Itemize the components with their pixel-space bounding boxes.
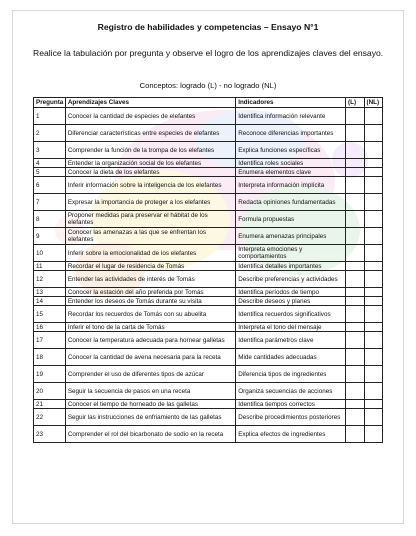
instructions-text: Realice la tabulación por pregunta y observe el logro de los aprendizajes claves del ensayo.: [33, 48, 384, 58]
learning-cell: Inferir sobre la emocionalidad de los elefantes: [65, 245, 235, 262]
question-number-cell: 21: [34, 400, 66, 409]
no-logrado-cell[interactable]: [364, 245, 383, 262]
learning-cell: Comprender el uso de diferentes tipos de azúcar: [65, 366, 235, 383]
table-row: [34, 306, 383, 323]
indicator-cell: Interpreta el tono del mensaje: [236, 323, 346, 332]
indicator-cell: Identifica detalles importantes: [236, 262, 346, 271]
logrado-cell[interactable]: [346, 409, 364, 426]
table-row: [34, 409, 383, 426]
table-row: [34, 194, 383, 211]
no-logrado-cell[interactable]: [364, 349, 383, 366]
table-row: [34, 297, 383, 306]
indicator-cell: Describe deseos y planes: [236, 297, 346, 306]
header-no-logrado: (NL): [364, 98, 383, 108]
logrado-cell[interactable]: [346, 159, 364, 168]
table-row: [34, 323, 383, 332]
logrado-cell[interactable]: [346, 332, 364, 349]
table-row: [34, 159, 383, 168]
table-row: [34, 383, 383, 400]
table-row: [34, 288, 383, 297]
logrado-cell[interactable]: [346, 228, 364, 245]
indicator-cell: Explica efectos de ingredientes: [236, 426, 346, 443]
table-header-row: [34, 98, 383, 108]
no-logrado-cell[interactable]: [364, 426, 383, 443]
no-logrado-cell[interactable]: [364, 288, 383, 297]
learning-cell: Conocer la estación del año preferida por Tomás: [65, 288, 235, 297]
no-logrado-cell[interactable]: [364, 262, 383, 271]
logrado-cell[interactable]: [346, 426, 364, 443]
no-logrado-cell[interactable]: [364, 142, 383, 159]
indicator-cell: Identifica roles sociales: [236, 159, 346, 168]
no-logrado-cell[interactable]: [364, 409, 383, 426]
table-row: [34, 349, 383, 366]
no-logrado-cell[interactable]: [364, 271, 383, 288]
table-row: [34, 332, 383, 349]
logrado-cell[interactable]: [346, 262, 364, 271]
no-logrado-cell[interactable]: [364, 297, 383, 306]
learning-cell: Seguir la secuencia de pasos en una receta: [65, 383, 235, 400]
question-number-cell: 1: [34, 108, 66, 125]
table-row: [34, 142, 383, 159]
table-row: [34, 125, 383, 142]
question-number-cell: 7: [34, 194, 66, 211]
learning-cell: Comprender la función de la trompa de los elefantes: [65, 142, 235, 159]
learning-cell: Conocer la temperatura adecuada para hornear galletas: [65, 332, 235, 349]
indicator-cell: Mide cantidades adecuadas: [236, 349, 346, 366]
learning-cell: Conocer las amenazas a las que se enfrentan los elefantes: [65, 228, 235, 245]
logrado-cell[interactable]: [346, 125, 364, 142]
logrado-cell[interactable]: [346, 271, 364, 288]
learning-cell: Seguir las instrucciones de enfriamiento de las galletas: [65, 409, 235, 426]
indicator-cell: Interpreta emociones y comportamientos: [236, 245, 346, 262]
indicator-cell: Identifica períodos de tiempo: [236, 288, 346, 297]
question-number-cell: 9: [34, 228, 66, 245]
question-number-cell: 15: [34, 306, 66, 323]
learning-cell: Entender la organización social de los elefantes: [65, 159, 235, 168]
question-number-cell: 8: [34, 211, 66, 228]
indicator-cell: Describe preferencias y actividades: [236, 271, 346, 288]
logrado-cell[interactable]: [346, 349, 364, 366]
logrado-cell[interactable]: [346, 142, 364, 159]
table-row: [34, 168, 383, 177]
indicator-cell: Explica funciones específicas: [236, 142, 346, 159]
indicator-cell: Redacta opiniones fundamentadas: [236, 194, 346, 211]
logrado-cell[interactable]: [346, 211, 364, 228]
learning-cell: Diferenciar características entre especies de elefantes: [65, 125, 235, 142]
no-logrado-cell[interactable]: [364, 108, 383, 125]
question-number-cell: 22: [34, 409, 66, 426]
learning-cell: Proponer medidas para preservar el hábitat de los elefantes: [65, 211, 235, 228]
table-row: [34, 228, 383, 245]
logrado-cell[interactable]: [346, 194, 364, 211]
question-number-cell: 18: [34, 349, 66, 366]
indicator-cell: Enumera elementos clave: [236, 168, 346, 177]
question-number-cell: 19: [34, 366, 66, 383]
no-logrado-cell[interactable]: [364, 383, 383, 400]
no-logrado-cell[interactable]: [364, 168, 383, 177]
logrado-cell[interactable]: [346, 245, 364, 262]
question-number-cell: 12: [34, 271, 66, 288]
indicator-cell: Organiza secuencias de acciones: [236, 383, 346, 400]
table-body: [34, 108, 383, 443]
learning-cell: Expresar la importancia de proteger a los elefantes: [65, 194, 235, 211]
header-logrado: (L): [346, 98, 364, 108]
indicator-cell: Reconoce diferencias importantes: [236, 125, 346, 142]
table-row: [34, 211, 383, 228]
question-number-cell: 17: [34, 332, 66, 349]
logrado-cell[interactable]: [346, 168, 364, 177]
question-number-cell: 11: [34, 262, 66, 271]
question-number-cell: 14: [34, 297, 66, 306]
indicator-cell: Enumera amenazas principales: [236, 228, 346, 245]
question-number-cell: 20: [34, 383, 66, 400]
no-logrado-cell[interactable]: [364, 177, 383, 194]
question-number-cell: 6: [34, 177, 66, 194]
question-number-cell: 3: [34, 142, 66, 159]
table-row: [34, 366, 383, 383]
learning-cell: Recordar el lugar de residencia de Tomás: [65, 262, 235, 271]
question-number-cell: 4: [34, 159, 66, 168]
header-aprendizajes: Aprendizajes Claves: [65, 98, 235, 108]
learning-cell: Conocer la cantidad de especies de elefantes: [65, 108, 235, 125]
question-number-cell: 10: [34, 245, 66, 262]
learning-cell: Comprender el rol del bicarbonato de sodio en la receta: [65, 426, 235, 443]
logrado-cell[interactable]: [346, 297, 364, 306]
learning-cell: Recordar los recuerdos de Tomás con su abuelita: [65, 306, 235, 323]
indicator-cell: Identifica información relevante: [236, 108, 346, 125]
logrado-cell[interactable]: [346, 288, 364, 297]
table-row: [34, 245, 383, 262]
header-indicadores: Indicadores: [236, 98, 346, 108]
learning-cell: Entender los deseos de Tomás durante su visita: [65, 297, 235, 306]
concepts-legend: Conceptos: logrado (L) - no logrado (NL): [139, 81, 277, 90]
no-logrado-cell[interactable]: [364, 228, 383, 245]
no-logrado-cell[interactable]: [364, 159, 383, 168]
learning-cell: Inferir información sobre la inteligencia de los elefantes: [65, 177, 235, 194]
no-logrado-cell[interactable]: [364, 323, 383, 332]
table-row: [34, 262, 383, 271]
header-pregunta: Pregunta: [34, 98, 66, 108]
learning-cell: Conocer el tiempo de horneado de las galletas: [65, 400, 235, 409]
learning-cell: Conocer la dieta de los elefantes: [65, 168, 235, 177]
learning-cell: Conocer la cantidad de avena necesaria para la receta: [65, 349, 235, 366]
learning-cell: Entender las actividades de interés de Tomás: [65, 271, 235, 288]
logrado-cell[interactable]: [346, 306, 364, 323]
logrado-cell[interactable]: [346, 400, 364, 409]
question-number-cell: 23: [34, 426, 66, 443]
no-logrado-cell[interactable]: [364, 366, 383, 383]
logrado-cell[interactable]: [346, 383, 364, 400]
question-number-cell: 16: [34, 323, 66, 332]
logrado-cell[interactable]: [346, 177, 364, 194]
indicator-cell: Interpreta información implícita: [236, 177, 346, 194]
document-title: Registro de habilidades y competencias – Ensayo N°1: [97, 22, 319, 32]
table-row: [34, 177, 383, 194]
no-logrado-cell[interactable]: [364, 194, 383, 211]
table-row: [34, 271, 383, 288]
indicator-cell: Identifica parámetros clave: [236, 332, 346, 349]
no-logrado-cell[interactable]: [364, 400, 383, 409]
no-logrado-cell[interactable]: [364, 306, 383, 323]
table-row: [34, 400, 383, 409]
indicator-cell: Diferencia tipos de ingredientes: [236, 366, 346, 383]
question-number-cell: 13: [34, 288, 66, 297]
no-logrado-cell[interactable]: [364, 332, 383, 349]
table-row: [34, 426, 383, 443]
indicator-cell: Identifica tiempos correctos: [236, 400, 346, 409]
skills-table: [33, 97, 383, 443]
indicator-cell: Identifica recuerdos significativos: [236, 306, 346, 323]
table-row: [34, 108, 383, 125]
no-logrado-cell[interactable]: [364, 211, 383, 228]
question-number-cell: 2: [34, 125, 66, 142]
no-logrado-cell[interactable]: [364, 125, 383, 142]
indicator-cell: Describe procedimientos posteriores: [236, 409, 346, 426]
logrado-cell[interactable]: [346, 108, 364, 125]
question-number-cell: 5: [34, 168, 66, 177]
learning-cell: Inferir el tono de la carta de Tomás: [65, 323, 235, 332]
logrado-cell[interactable]: [346, 323, 364, 332]
indicator-cell: Formula propuestas: [236, 211, 346, 228]
logrado-cell[interactable]: [346, 366, 364, 383]
